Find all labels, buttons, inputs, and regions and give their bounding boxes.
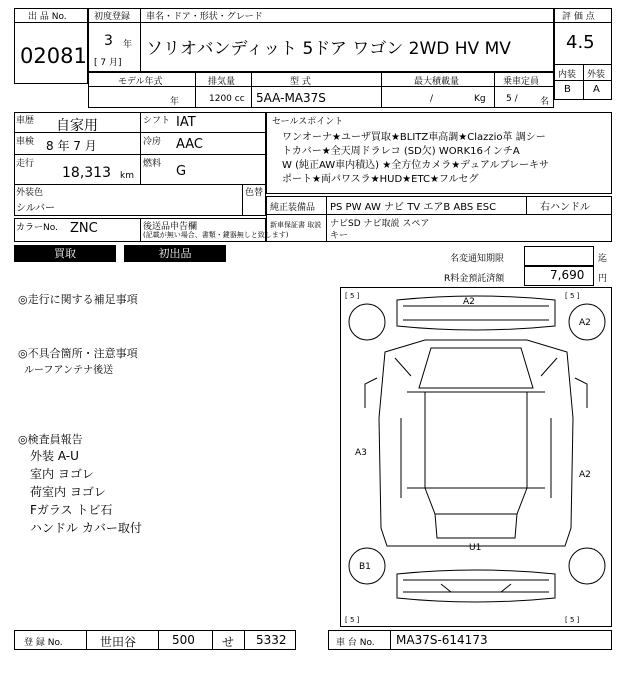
sales-label: セールスポイント: [272, 117, 344, 127]
load-label: 最大積載量: [414, 77, 460, 87]
mark-right-side: A2: [579, 470, 591, 480]
br-count: [ 5 ]: [565, 616, 580, 624]
car-name-label: 車名・ドア・形状・グレード: [146, 12, 263, 22]
shift-value: IAT: [176, 115, 196, 130]
ext-color-label: 外装色: [16, 188, 44, 198]
mark-roof: A2: [463, 297, 475, 307]
exterior-grade: A: [593, 84, 600, 95]
warranty-label: 新車保証書 取説: [270, 221, 322, 229]
mileage-label: 走行: [16, 159, 35, 169]
equipment-label: 純正装備品: [270, 203, 316, 213]
color-no-value: ZNC: [70, 221, 98, 236]
first-listing-button[interactable]: 初出品: [124, 245, 226, 262]
equipment-value: PS PW AW ナビ TV エアB ABS ESC: [330, 202, 497, 213]
usage-label: 車歴: [16, 116, 35, 126]
type-label: 型 式: [290, 77, 311, 87]
inspector-line-3: 荷室内 ヨゴレ: [30, 485, 106, 499]
load-unit: Kg: [474, 94, 486, 104]
damage-diagram: [340, 287, 612, 627]
chassis-label: 車 台 No.: [336, 638, 375, 648]
purchase-button[interactable]: 買取: [14, 245, 116, 262]
aftermarket-label: 後送品申告欄: [143, 222, 198, 232]
inspection-label: 車検: [16, 137, 35, 147]
tl-count: [ 5 ]: [345, 292, 360, 300]
first-reg-label: 初度登録: [94, 12, 131, 22]
inspector-title: ◎検査員報告: [18, 433, 83, 446]
mileage-value: 18,313: [62, 165, 111, 181]
score-label: 評 価 点: [562, 12, 595, 22]
inspector-line-2: 室内 ヨゴレ: [30, 467, 94, 481]
inspection-value: 8 年 7 月: [46, 139, 97, 153]
chassis-value: MA37S-614173: [396, 633, 488, 647]
car-name: ソリオバンディット 5ドア ワゴン 2WD HV MV: [146, 39, 511, 59]
name-change-box: [524, 246, 594, 266]
ac-value: AAC: [176, 137, 203, 152]
inspector-line-4: Fガラス トビ石: [30, 503, 113, 517]
bl-count: [ 5 ]: [345, 616, 360, 624]
displacement-value: 1200 cc: [209, 94, 245, 104]
score-value: 4.5: [566, 32, 595, 53]
displacement-label: 排気量: [208, 77, 236, 87]
sales-line-1: ワンオーナ★ユーザ買取★BLITZ車高調★Clazzio革 調シー: [282, 132, 546, 143]
first-reg-year-unit: 年: [123, 40, 133, 50]
fuel-label: 燃料: [143, 159, 162, 169]
type-value: 5AA-MA37S: [256, 91, 326, 105]
ext-color-value: シルバー: [16, 203, 56, 214]
sales-line-4: ポート★両パワスラ★HUD★ETC★フルセグ: [282, 174, 479, 185]
interior-label: 内装: [558, 70, 577, 80]
model-year-value: 年: [170, 97, 180, 107]
reg-class: 500: [172, 633, 195, 647]
inspector-line-1: 外装 A-U: [30, 449, 79, 463]
capacity-label: 乗車定員: [503, 77, 540, 87]
sales-line-3: W (純正AW車内積込) ★全方位カメラ★デュアルブレーキサ: [282, 160, 550, 171]
tr-count: [ 5 ]: [565, 292, 580, 300]
name-change-unit: 迄: [598, 254, 608, 264]
mark-fr-wheel: A2: [579, 318, 591, 328]
inspector-line-5: ハンドル カバー取付: [30, 521, 142, 535]
mileage-unit: km: [120, 171, 134, 181]
ac-label: 冷房: [143, 137, 162, 147]
mark-rl-wheel: B1: [359, 562, 371, 572]
reg-area: 世田谷: [100, 635, 137, 649]
mark-rear: U1: [469, 543, 482, 553]
lot-label: 出 品 No.: [28, 12, 67, 22]
name-change-label: 名変通知期限: [450, 254, 505, 264]
lot-number: 02081: [20, 44, 87, 68]
capacity-value: 5 /: [506, 94, 518, 104]
warranty-value-2: キー: [330, 231, 349, 241]
first-reg-month: [ 7 月]: [94, 58, 122, 68]
recycle-unit: 円: [598, 274, 608, 284]
warranty-value: ナビSD ナビ取説 スペア: [330, 219, 430, 229]
fuel-value: G: [176, 164, 187, 179]
rr-wheel: [569, 548, 605, 584]
sales-line-2: トカバー★全天周ドラレコ (SD欠) WORK16インチA: [282, 146, 520, 157]
recycle-value: 7,690: [550, 268, 585, 282]
driving-notes-title: ◎走行に関する補足事項: [18, 293, 138, 306]
usage-value: 自家用: [56, 118, 98, 134]
defect-note: ルーフアンテナ後送: [24, 365, 114, 376]
capacity-unit: 名: [540, 97, 550, 107]
aftermarket-note: (記載が無い場合、書類・鍵器無しと致します): [143, 231, 289, 239]
reg-number: 5332: [256, 633, 287, 647]
exterior-label: 外装: [587, 70, 606, 80]
defect-notes-title: ◎不具合箇所・注意事項: [18, 347, 138, 360]
color-no-label: カラーNo.: [16, 223, 58, 233]
fl-wheel: [349, 304, 385, 340]
shift-label: シフト: [143, 116, 171, 126]
reg-label: 登 録 No.: [24, 638, 63, 648]
load-value: /: [430, 94, 434, 104]
handle-value: 右ハンドル: [540, 202, 590, 213]
interior-grade: B: [564, 84, 571, 95]
color-change-label: 色替: [245, 188, 264, 198]
reg-kana: せ: [222, 635, 235, 649]
recycle-label: R料金預託済額: [444, 274, 505, 284]
mark-left-side: A3: [355, 448, 367, 458]
first-reg-year: 3: [104, 33, 113, 49]
model-year-label: モデル年式: [118, 77, 163, 87]
